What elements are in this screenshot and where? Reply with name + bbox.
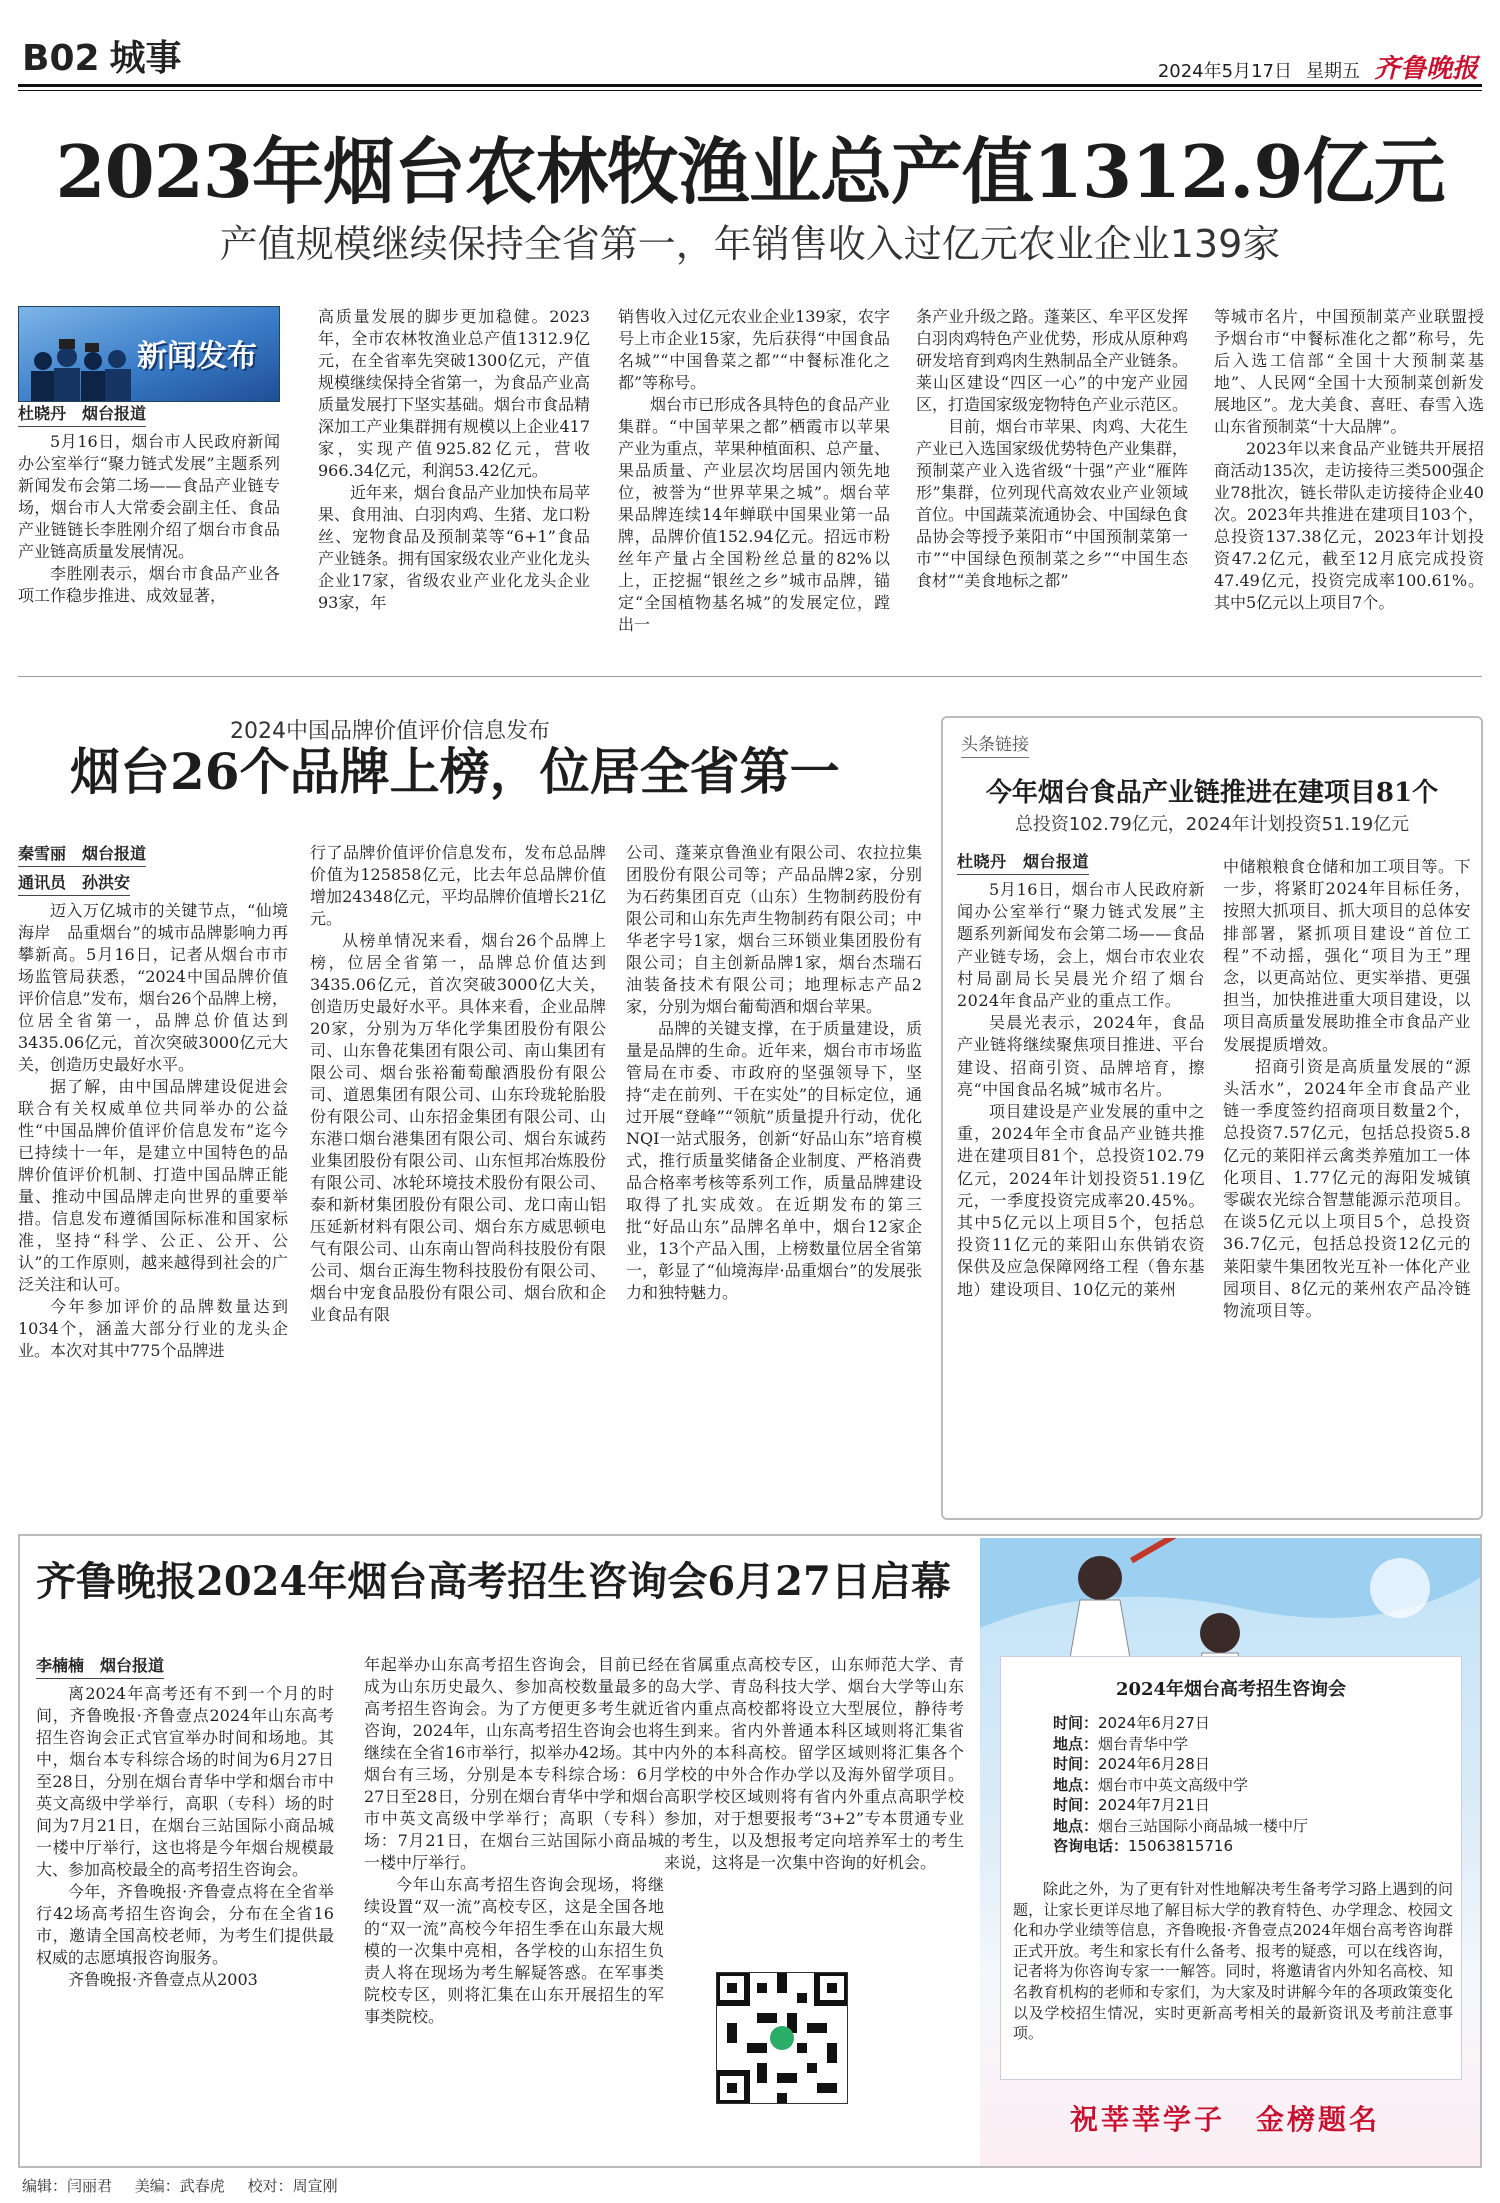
schedule-line: 时间：2024年7月21日	[1053, 1796, 1210, 1814]
lead-column-5	[1214, 306, 1484, 658]
brand-byline-correspondent: 通讯员 孙洪安	[18, 871, 130, 896]
section-name: 城事	[109, 38, 182, 79]
qr-code-icon	[717, 1973, 847, 2103]
wechat-qr-code[interactable]	[716, 1972, 848, 2104]
editor-credit: 编辑：闫丽君	[22, 2177, 113, 2195]
header-rule	[18, 84, 1482, 87]
brand-byline: 秦雪丽 烟台报道	[18, 842, 146, 867]
newspaper-brand: 齐鲁晚报	[1373, 54, 1478, 84]
brand-column-3	[626, 842, 922, 1520]
sidebar-paragraph: 5月16日，烟台市人民政府新闻办公室举行“聚力链式发展”主题系列新闻发布会第二场——食品产业链专场，会上，烟台市农业农村局副局长吴晨光介绍了烟台2024年食品产业的重点工作。	[957, 880, 1205, 1011]
lead-paragraph: 高质量发展的脚步更加稳健。2023年，全市农林牧渔业总产值1312.9亿元，在全省率先突破1300亿元，产值规模继续保持全省第一，为食品产业高质量发展打下坚实基础。烟台市食品精深加工产业集群拥有规模以上企业417家，实现产值925.82亿元，营收966.34亿元，利润53.42亿元。	[318, 307, 590, 480]
info-box-title: 2024年烟台高考招生咨询会	[1115, 1679, 1347, 1700]
sidebar-paragraph: 中储粮粮食仓储和加工项目等。下一步，将紧盯2024年目标任务，按照大抓项目、抓大项目的总体安排部署，紧抓项目建设“首位工程”不动摇，强化“项目为王”理念，以更高站位、更实举措、更强担当，加快推进重大项目建设，以项目高质量发展助推全市食品产业发展提质增效。	[1223, 857, 1471, 1054]
gaokao-paragraph: 齐鲁晚报·齐鲁壹点从2003	[68, 1970, 258, 1989]
schedule-line: 时间：2024年6月28日	[1053, 1755, 1210, 1773]
sidebar-subhead: 总投资102.79亿元，2024年计划投资51.19亿元	[1014, 814, 1410, 835]
brand-headline: 烟台26个品牌上榜，位居全省第一	[70, 742, 840, 801]
schedule-line: 时间：2024年6月27日	[1053, 1714, 1210, 1732]
lead-column-2	[318, 306, 590, 658]
brand-paragraph: 迈入万亿城市的关键节点，“仙境海岸 品重烟台”的城市品牌影响力再攀新高。5月16日，记者从烟台市市场监管局获悉，“2024中国品牌价值评价信息”发布，烟台26个品牌上榜，位居全省第一，品牌总价值达到3435.06亿元，首次突破3000亿元大关，创造历史最好水平。	[18, 901, 288, 1074]
sidebar-tag: 头条链接	[961, 730, 1029, 758]
headline-link-sidebar	[941, 716, 1483, 1520]
lead-paragraph: 5月16日，烟台市人民政府新闻办公室举行“聚力链式发展”主题系列新闻发布会第二场——食品产业链专场，烟台市人大常委会副主任、食品产业链链长李胜刚介绍了烟台市食品产业链高质量发展情况。	[18, 432, 280, 561]
page-number: B02	[22, 38, 100, 79]
gaokao-byline: 李楠楠 烟台报道	[36, 1654, 164, 1679]
reporters-icon	[25, 331, 135, 401]
blessing-slogan: 祝莘莘学子 金榜题名	[1070, 2103, 1381, 2136]
lead-headline: 2023年烟台农林牧渔业总产值1312.9亿元	[55, 132, 1445, 212]
news-release-label: 新闻发布	[137, 339, 257, 374]
brand-paragraph: 行了品牌价值评价信息发布，发布总品牌价值为125858亿元，比去年总品牌价值增加24348亿元，平均品牌价值增长21亿元。	[310, 843, 606, 928]
sidebar-byline: 杜晓丹 烟台报道	[957, 850, 1089, 875]
gaokao-paragraph: 今年山东高考招生咨询会现场，将继续设置“双一流”高校专区，这是全国各地的“双一流”高校今年招生季在山东最大规模的一次集中亮相，各学校的山东招生负责人将在现场为考生解疑答惑。在军事类院校专区，则将汇集在山东开展招生的军事类院校。	[364, 1875, 664, 2026]
schedule-line: 地点：烟台青华中学	[1053, 1734, 1189, 1753]
gaokao-column-3	[664, 1654, 964, 1954]
gaokao-paragraph: 在省属重点高校专区，山东师范大学、青岛大学、青岛科技大学、烟台大学等山东省内重点高校都将设立大型展位，静待考生到来。省内外普通本科区域则将汇集省内外的本科高校。留学区域则将汇集各个学校的中外合作办学以及海外留学项目。高职学校区域则将有省内外重点高职学校参加，对于想要报考“3+2”专本贯通专业的考生，以及想报考定向培养军士的考生来说，这将是一次集中咨询的好机会。	[664, 1655, 964, 1872]
issue-weekday: 星期五	[1305, 61, 1360, 82]
lead-paragraph: 2023年以来食品产业链共开展招商活动135次，走访接待三类500强企业78批次，链长带队走访接待企业40次。2023年共推进在建项目103个，总投资137.38亿元，2023年计划投资47.2亿元，截至12月底完成投资47.49亿元，投资完成率100.61%。其中5亿元以上项目7个。	[1214, 439, 1484, 612]
brand-kicker: 2024中国品牌价值评价信息发布	[230, 719, 550, 744]
gaokao-paragraph: 离2024年高考还有不到一个月的时间，齐鲁晚报·齐鲁壹点2024年山东高考招生咨询会正式官宣举办时间和场地。其中，烟台本专科综合场的时间为6月27日至28日，分别在烟台青华中学和烟台市中英文高级中学举行，高职（专科）场的时间为7月21日，在烟台三站国际小商品城一楼中厅举行，这也将是今年烟台规模最大、参加高校最全的高考招生咨询会。	[36, 1684, 334, 1879]
lead-paragraph: 烟台市已形成各具特色的食品产业集群。“中国苹果之都”栖霞市以苹果产业为重点，苹果种植面积、总产量、果品质量、产业层次均居国内领先地位，被誉为“世界苹果之城”。烟台苹果品牌连续14年蝉联中国果业第一品牌，品牌价值152.94亿元。招远市粉丝年产量占全国粉丝总量的82%以上，正挖掘“银丝之乡”城市品牌，锚定“全国植物基名城”的发展定位，蹚出一	[618, 395, 890, 634]
consultation-phone: 咨询电话：15063815716	[1053, 1837, 1233, 1855]
schedule-line: 地点：烟台市中英文高级中学	[1053, 1775, 1249, 1794]
lead-paragraph: 销售收入过亿元农业企业139家，农字号上市企业15家，先后获得“中国食品名城”“中国鲁菜之都”“中餐标准化之都”等称号。	[618, 307, 890, 392]
lead-paragraph: 近年来，烟台食品产业加快布局苹果、食用油、白羽肉鸡、生猪、龙口粉丝、宠物食品及预制菜等“6+1”食品产业链条。拥有国家级农业产业化龙头企业17家，省级农业产业化龙头企业93家，年	[318, 483, 590, 612]
section-divider	[18, 676, 1482, 677]
lead-subhead: 产值规模继续保持全省第一，年销售收入过亿元农业企业139家	[219, 222, 1281, 266]
proofreader-credit: 校对：周宣刚	[247, 2177, 338, 2195]
sidebar-paragraph: 项目建设是产业发展的重中之重，2024年全市食品产业链共推进在建项目81个，总投资102.79亿元，2024年计划投资51.19亿元，一季度投资完成率20.45%。其中5亿元以上项目5个，包括总投资11亿元的莱阳山东供销农资保供及应急保障网络工程（鲁东基地）建设项目、10亿元的莱州	[957, 1102, 1205, 1299]
sidebar-paragraph: 吴晨光表示，2024年，食品产业链将继续聚焦项目推进、平台建设、招商引资、品牌培育，擦亮“中国食品名城”城市名片。	[957, 1013, 1205, 1099]
news-release-badge	[18, 306, 280, 402]
lead-byline: 杜晓丹 烟台报道	[18, 402, 146, 427]
gaokao-paragraph: 年起举办山东高考招生咨询会，目前已经成为山东历史最久、参加高校数量最多的高考招生咨询会。为了方便更多考生就近咨询，2024年，山东高考招生咨询会也将继续在全省16市举行，拟举办42场。其中烟台有三场，分别是本专科综合场：6月27日至28日，分别在烟台青华中学和烟台市中英文高级中学举行；高职（专科）场：7月21日，在烟台三站国际小商品城一楼中厅举行。	[364, 1655, 664, 1872]
brand-paragraph: 品牌的关键支撑，在于质量建设，质量是品牌的生命。近年来，烟台市市场监管局在市委、市政府的坚强领导下，坚持“走在前列、干在实处”的目标定位，通过开展“登峰”“领航”质量提升行动，优化NQI一站式服务，创新“好品山东”培育模式，推行质量奖储备企业制度、严格消费品合格率考核等系列工作，质量品牌建设取得了扎实成效。在近期发布的第三批“好品山东”品牌名单中，烟台12家企业，13个产品入围，上榜数量位居全省第一，彰显了“仙境海岸·品重烟台”的发展张力和独特魅力。	[626, 1019, 922, 1302]
page-section-header	[22, 30, 182, 81]
gaokao-column-1	[36, 1654, 334, 2154]
schedule-line: 地点：烟台三站国际小商品城一楼中厅	[1053, 1816, 1309, 1835]
lead-paragraph: 李胜刚表示，烟台市食品产业各项工作稳步推进、成效显著，	[18, 564, 280, 605]
lead-paragraph: 条产业升级之路。蓬莱区、牟平区发挥白羽肉鸡特色产业优势，形成从原种鸡研发培育到鸡肉生熟制品全产业链条。莱山区建设“四区一心”的中宠产业园区，打造国家级宠物特色产业示范区。	[916, 307, 1188, 414]
schedule-list	[1053, 1713, 1453, 1857]
lead-paragraph: 等城市名片，中国预制菜产业联盟授予烟台市“中餐标准化之都”称号，先后入选工信部“全国十大预制菜基地”、人民网“全国十大预制菜创新发展地区”。龙大美食、喜旺、春雪入选山东省预制菜“十大品牌”。	[1214, 307, 1484, 436]
gaokao-headline: 齐鲁晚报2024年烟台高考招生咨询会6月27日启幕	[36, 1558, 951, 1605]
brand-paragraph: 公司、蓬莱京鲁渔业有限公司、农拉拉集团股份有限公司等；产品品牌2家，分别为石药集团百克（山东）生物制药股份有限公司和山东先声生物制药有限公司；中华老字号1家，烟台三环锁业集团股份有限公司；自主创新品牌1家，烟台杰瑞石油装备技术有限公司；地理标志产品2家，分别为烟台葡萄酒和烟台苹果。	[626, 843, 922, 1016]
lead-column-3	[618, 306, 890, 658]
header-rule-thin	[18, 90, 1482, 91]
lead-paragraph: 目前，烟台市苹果、肉鸡、大花生产业已入选国家级优势特色产业集群，预制菜产业入选省级“十强”产业“雁阵形”集群，位列现代高效农业产业领域首位。中国蔬菜流通协会、中国绿色食品协会等授予莱阳市“中国预制菜第一市”“中国绿色预制菜之乡”“中国生态食材”“美食地标之都”	[916, 417, 1188, 590]
sidebar-paragraph: 招商引资是高质量发展的“源头活水”，2024年全市食品产业链一季度签约招商项目数量2个，总投资7.57亿元，包括总投资5.8亿元的莱阳祥云禽类养殖加工一体化项目、1.77亿元的海阳发城镇零碳农光综合智慧能源示范项目。在谈5亿元以上项目5个，总投资36.7亿元，包括总投资12亿元的莱阳蒙牛集团牧光互补一体化产业园项目、8亿元的莱州农产品冷链物流项目等。	[1223, 1056, 1471, 1321]
sidebar-column-2	[1223, 856, 1471, 1510]
info-box-paragraph: 除此之外，为了更有针对性地解决考生备考学习路上遇到的问题，让家长更详尽地了解目标大学的教育特色、办学理念、校园文化和办学业绩等信息，齐鲁晚报·齐鲁壹点2024年烟台高考咨询群正式开放。考生和家长有什么备考、报考的疑惑，可以在线咨询，记者将为你咨询专家一一解答。同时，将邀请省内外知名高校、知名教育机构的老师和专家们，为大家及时讲解今年的各项政策变化以及学校招生情况，实时更新高考相关的最新资讯及考前注意事项。	[1013, 1880, 1453, 2043]
masthead-info	[1158, 48, 1478, 85]
consultation-info-box	[1000, 1656, 1462, 2080]
issue-date: 2024年5月17日	[1157, 61, 1292, 82]
brand-column-1	[18, 842, 288, 1520]
brand-paragraph: 从榜单情况来看，烟台26个品牌上榜，位居全省第一，品牌总价值达到3435.06亿元，首次突破3000亿大关，创造历史最好水平。具体来看，企业品牌20家，分别为万华化学集团股份有限公司、山东鲁花集团有限公司、南山集团有限公司、烟台张裕葡萄酿酒股份有限公司、道恩集团有限公司、山东玲珑轮胎股份有限公司、山东招金集团有限公司、山东港口烟台港集团有限公司、烟台东诚药业集团股份有限公司、山东恒邦冶炼股份有限公司、冰轮环境技术股份有限公司、泰和新材集团股份有限公司、龙口南山铝压延新材料有限公司、烟台东方威思顿电气有限公司、山东南山智尚科技股份有限公司、烟台正海生物科技股份有限公司、烟台中宠食品股份有限公司、烟台欣和企业食品有限	[310, 931, 606, 1324]
brand-column-2	[310, 842, 606, 1520]
sidebar-column-1	[957, 850, 1205, 1510]
page-footer	[22, 2175, 356, 2196]
sidebar-headline: 今年烟台食品产业链推进在建项目81个	[985, 778, 1439, 808]
gaokao-column-2	[364, 1654, 664, 2154]
lead-column-1	[18, 402, 280, 658]
gaokao-paragraph: 今年，齐鲁晚报·齐鲁壹点将在全省举行42场高考招生咨询会，分布在全省16市，邀请全国高校老师，为考生们提供最权威的志愿填报咨询服务。	[36, 1882, 334, 1967]
designer-credit: 美编：武春虎	[134, 2177, 225, 2195]
brand-paragraph: 据了解，由中国品牌建设促进会联合有关权威单位共同举办的公益性“中国品牌价值评价信息发布”迄今已持续十一年，是建立中国特色的品牌价值评价机制、打造中国品牌正能量、推动中国品牌走向世界的重要举措。信息发布遵循国际标准和国家标准，坚持“科学、公正、公开、公认”的工作原则，越来越得到社会的广泛关注和认可。	[18, 1077, 288, 1294]
lead-column-4	[916, 306, 1188, 658]
brand-paragraph: 今年参加评价的品牌数量达到1034个，涵盖大部分行业的龙头企业。本次对其中775个品牌进	[18, 1297, 288, 1360]
